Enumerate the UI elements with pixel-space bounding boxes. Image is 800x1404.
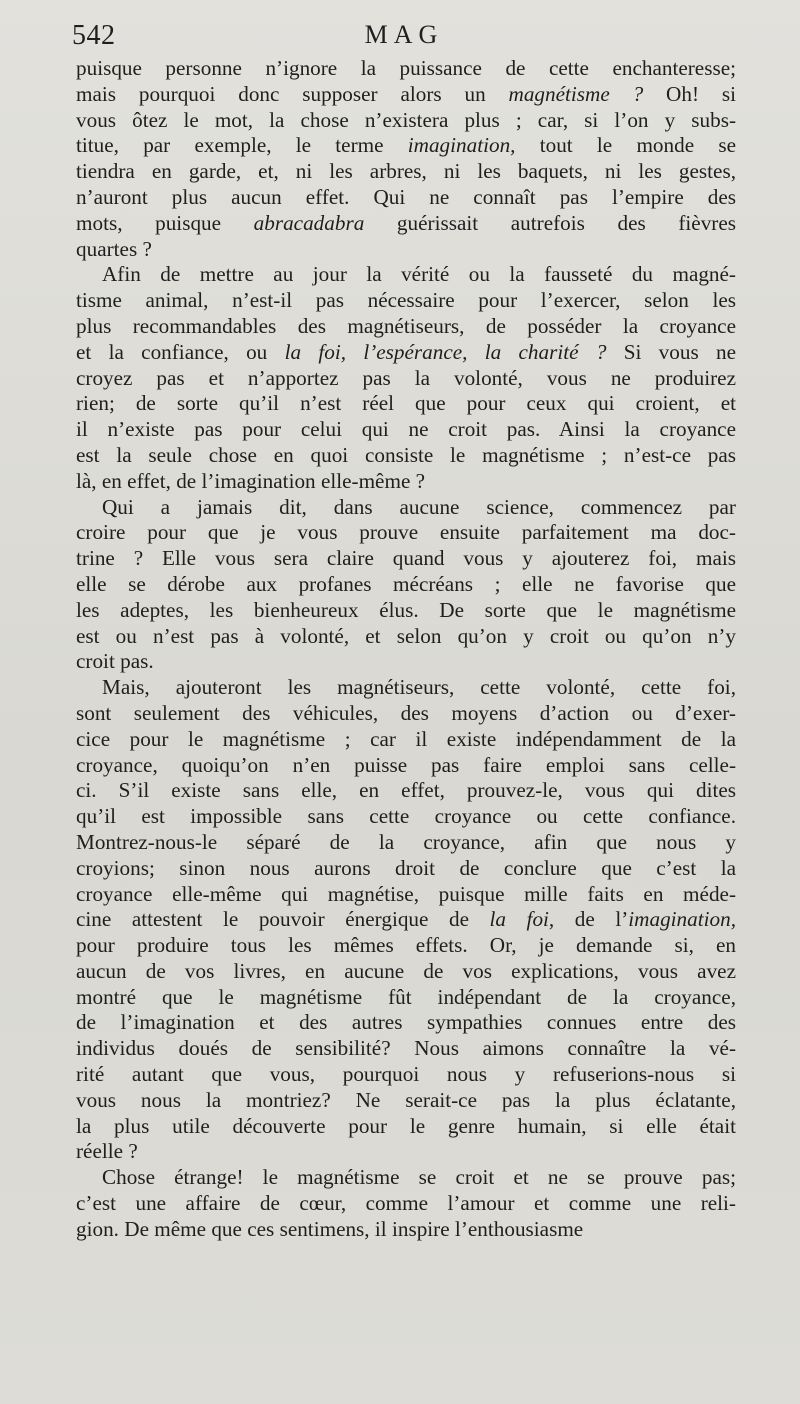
text-line: les adeptes, les bienheureux élus. De sorte que le magnétisme [76,597,736,622]
text-line: plus recommandables des magnétiseurs, de posséder la croyance [76,313,736,338]
text-line: là, en effet, de l’imagination elle-même ? [76,468,426,493]
text-line: quartes ? [76,236,152,261]
page-number: 542 [72,20,116,51]
text-line: vous ôtez le mot, la chose n’existera plus ; car, si l’on y subs- [76,107,736,132]
text-line: croit pas. [76,649,154,674]
text-line: cine attestent le pouvoir énergique de la foi, de l’imagination, [76,907,736,932]
running-head: MAG [364,20,444,49]
text-line: individus doués de sensibilité? Nous aimons connaître la vé- [76,1036,736,1061]
text-line: elle se dérobe aux profanes mécréans ; elle ne favorise que [76,571,736,596]
body-text [76,56,736,1243]
paragraph [76,675,736,1165]
text-line: il n’existe pas pour celui qui ne croit pas. Ainsi la croyance [76,417,736,442]
text-line: vous nous la montriez? Ne serait-ce pas la plus éclatante, [76,1087,736,1112]
text-line: titue, par exemple, le terme imagination, tout le monde se [76,133,736,158]
text-line: croyions; sinon nous aurons droit de conclure que c’est la [76,855,736,880]
text-line: est la seule chose en quoi consiste le magnétisme ; n’est-ce pas [76,442,736,467]
text-line: mais pourquoi donc supposer alors un magnétisme ? Oh! si [76,81,736,106]
paragraph [76,495,736,676]
text-line: croire pour que je vous prouve ensuite parfaitement ma doc- [76,520,736,545]
text-line: Chose étrange! le magnétisme se croit et ne se prouve pas; [102,1165,736,1190]
text-line: est ou n’est pas à volonté, et selon qu’on y croit ou qu’on n’y [76,623,736,648]
text-line: et la confiance, ou la foi, l’espérance, la charité ? Si vous ne [76,339,736,364]
text-line: de l’imagination et des autres sympathies connues entre des [76,1010,736,1035]
text-line: Mais, ajouteront les magnétiseurs, cette volonté, cette foi, [102,675,736,700]
text-line: Qui a jamais dit, dans aucune science, commencez par [102,494,736,519]
text-line: montré que le magnétisme fût indépendant de la croyance, [76,984,736,1009]
text-line: n’auront plus aucun effet. Qui ne connaît pas l’empire des [76,184,736,209]
text-line: rien; de sorte qu’il n’est réel que pour ceux qui croient, et [76,391,736,416]
paragraph [76,262,736,494]
text-line: gion. De même que ces sentimens, il inspire l’enthousiasme [76,1216,584,1241]
text-line: Afin de mettre au jour la vérité ou la fausseté du magné- [102,262,736,287]
text-line: c’est une affaire de cœur, comme l’amour et comme une reli- [76,1191,736,1216]
text-line: Montrez-nous-le séparé de la croyance, afin que nous y [76,829,736,854]
page-header [72,14,736,54]
text-line: puisque personne n’ignore la puissance de cette enchanteresse; [76,56,736,80]
paragraph [76,56,736,262]
text-line: tiendra en garde, et, ni les arbres, ni les baquets, ni les gestes, [76,159,736,184]
text-line: pour produire tous les mêmes effets. Or, je demande si, en [76,933,736,958]
text-line: cice pour le magnétisme ; car il existe indépendamment de la [76,726,736,751]
text-line: mots, puisque abracadabra guérissait autrefois des fièvres [76,210,736,235]
paragraph [76,1165,736,1242]
text-line: tisme animal, n’est-il pas nécessaire pour l’exercer, selon les [76,288,736,313]
text-line: rité autant que vous, pourquoi nous y refuserions-nous si [76,1062,736,1087]
text-line: réelle ? [76,1139,138,1164]
text-line: trine ? Elle vous sera claire quand vous y ajouterez foi, mais [76,546,736,571]
text-line: croyance elle-même qui magnétise, puisque mille faits en méde- [76,881,736,906]
text-line: croyance, quoiqu’on n’en puisse pas faire emploi sans celle- [76,752,736,777]
text-line: aucun de vos livres, en aucune de vos explications, vous avez [76,958,736,983]
text-line: ci. S’il existe sans elle, en effet, prouvez-le, vous qui dites [76,778,736,803]
text-line: qu’il est impossible sans cette croyance ou cette confiance. [76,804,736,829]
text-line: la plus utile découverte pour le genre humain, si elle était [76,1113,736,1138]
text-line: sont seulement des véhicules, des moyens d’action ou d’exer- [76,700,736,725]
text-line: croyez pas et n’apportez pas la volonté, vous ne produirez [76,365,736,390]
